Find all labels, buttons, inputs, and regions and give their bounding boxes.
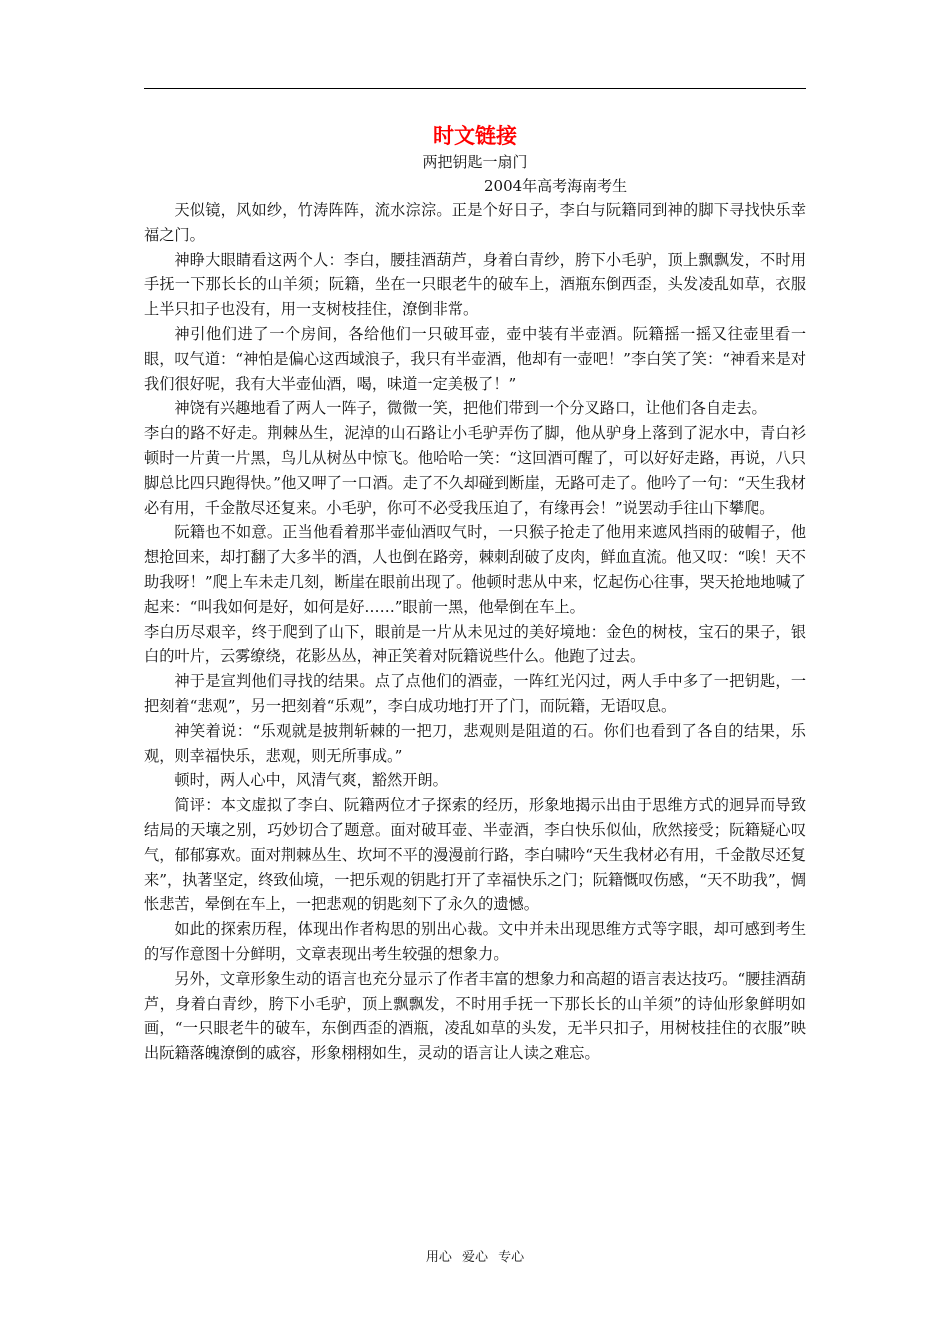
paragraph-12: 如此的探索历程，体现出作者构思的别出心裁。文中并未出现思维方式等字眼，却可感到考生的写作意图十分鲜明，文章表现出考生较强的想象力。 <box>144 920 806 963</box>
paragraph-4: 神饶有兴趣地看了两人一阵子，微微一笑，把他们带到一个分叉路口，让他们各自走去。 <box>174 399 767 418</box>
paragraph-5: 李白的路不好走。荆棘丛生，泥淖的山石路让小毛驴弄伤了脚，他从驴身上落到了泥水中，青白衫顿时一片黄一片黑，鸟儿从树丛中惊飞。他哈哈一笑：“这回酒可醒了，可以好好走路，再说，八只脚总比四只跑得快。”他又呷了一口酒。走了不久却碰到断崖，无路可走了。他吟了一句：“天生我材必有用，千金散尽还复来。小毛驴，你可不必受我压迫了，有缘再会！”说罢动手往山下攀爬。 <box>144 424 806 517</box>
section-title: 时文链接 <box>433 124 517 148</box>
paragraph-10: 顿时，两人心中，风清气爽，豁然开朗。 <box>174 771 448 790</box>
paragraph-8: 神于是宣判他们寻找的结果。点了点他们的酒壶，一阵红光闪过，两人手中多了一把钥匙，一把刻着“悲观”，另一把刻着“乐观”，李白成功地打开了门，而阮籍，无语叹息。 <box>144 672 806 715</box>
author-line: 2004年高考海南考生 <box>484 177 628 195</box>
paragraph-9: 神笑着说：“乐观就是披荆斩棘的一把刀，悲观则是阻道的石。你们也看到了各自的结果，乐观，则幸福快乐，悲观，则无所事成。” <box>144 721 806 765</box>
paragraph-13: 另外，文章形象生动的语言也充分显示了作者丰富的想象力和高超的语言表达技巧。“腰挂酒葫芦，身着白青纱，胯下小毛驴，顶上飘飘发，不时用手抚一下那长长的山羊须”的诗仙形象鲜明如画，“一只眼老牛的破车，东倒西歪的酒瓶，凌乱如草的头发，无半只扣子，用树枝挂住的衣服”映出阮籍落魄潦倒的戚容，形象栩栩如生，灵动的语言让人读之难忘。 <box>144 969 806 1063</box>
paragraph-1: 天似镜，风如纱，竹涛阵阵，流水淙淙。正是个好日子，李白与阮籍同到神的脚下寻找快乐幸福之门。 <box>144 201 806 244</box>
essay-title: 两把钥匙一扇门 <box>422 153 528 171</box>
paragraph-2: 神睁大眼睛看这两个人：李白，腰挂酒葫芦，身着白青纱，胯下小毛驴，顶上飘飘发，不时用手抚一下那长长的山羊须；阮籍，坐在一只眼老牛的破车上，酒瓶东倒西歪，头发凌乱如草，衣服上半只扣子也没有，用一支树枝挂住，潦倒非常。 <box>144 250 806 319</box>
page-footer: 用心 爱心 专心 <box>425 1250 525 1265</box>
paragraph-11-commentary: 简评：本文虚拟了李白、阮籍两位才子探索的经历，形象地揭示出由于思维方式的迥异而导致结局的天壤之别，巧妙切合了题意。面对破耳壶、半壶酒，李白快乐似仙，欣然接受；阮籍疑心叹气，郁郁寡欢。面对荆棘丛生、坎坷不平的漫漫前行路，李白啸吟“天生我材必有用，千金散尽还复来”，执著坚定，终致仙境，一把乐观的钥匙打开了幸福快乐之门；阮籍慨叹伤感，“天不助我”，惆怅悲苦，晕倒在车上，一把悲观的钥匙刻下了永久的遗憾。 <box>144 796 806 914</box>
document-body <box>144 122 806 1066</box>
paragraph-6: 阮籍也不如意。正当他看着那半壶仙酒叹气时，一只猴子抢走了他用来遮风挡雨的破帽子，他想抢回来，却打翻了大多半的酒，人也倒在路旁，棘刺刮破了皮肉，鲜血直流。他又叹：“唉！天不助我呀！”爬上车未走几刻，断崖在眼前出现了。他顿时悲从中来，忆起伤心往事，哭天抢地地喊了起来：“叫我如何是好，如何是好……”眼前一黑，他晕倒在车上。 <box>144 523 806 616</box>
paragraph-3: 神引他们进了一个房间，各给他们一只破耳壶，壶中装有半壶酒。阮籍摇一摇又往壶里看一眼，叹气道：“神怕是偏心这西域浪子，我只有半壶酒，他却有一壶吧！”李白笑了笑：“神看来是对我们很好呢，我有大半壶仙酒，喝，味道一定美极了！” <box>144 324 806 393</box>
header-rule <box>144 88 806 89</box>
paragraph-7: 李白历尽艰辛，终于爬到了山下，眼前是一片从未见过的美好境地：金色的树枝，宝石的果子，银白的叶片，云雾缭绕，花影丛丛，神正笑着对阮籍说些什么。他跑了过去。 <box>144 622 806 666</box>
